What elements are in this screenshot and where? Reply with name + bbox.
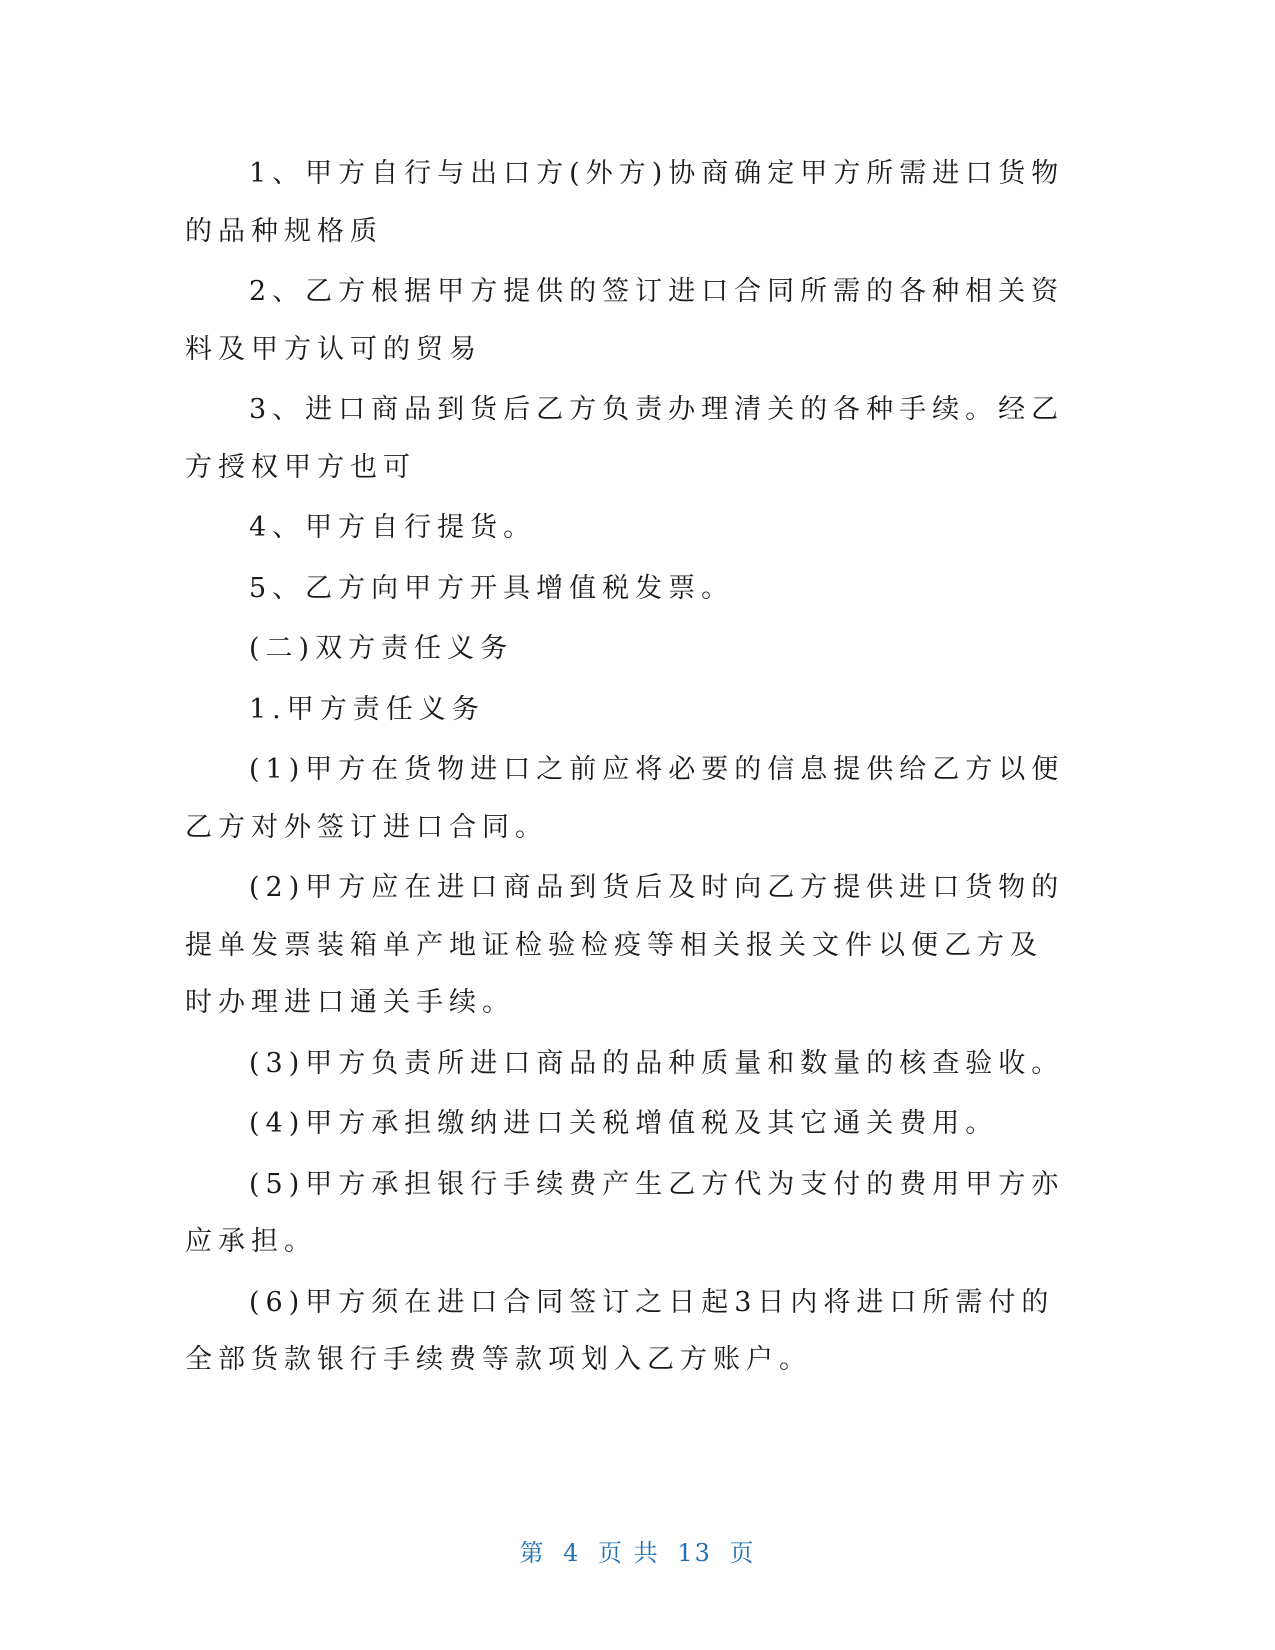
- footer-prefix: 第: [519, 1539, 546, 1567]
- total-pages-number: 13: [677, 1539, 712, 1567]
- duty-item-4: (4)甲方承担缴纳进口关税增值税及其它通关费用。: [249, 1108, 999, 1139]
- paragraph-item-1: 1、甲方自行与出口方(外方)协商确定甲方所需进口货物的品种规格质: [185, 158, 1065, 247]
- duty-item-5: (5)甲方承担银行手续费产生乙方代为支付的费用甲方亦应承担。: [185, 1168, 1065, 1257]
- footer-middle: 页 共: [598, 1539, 660, 1567]
- paragraph-item-4: 4、甲方自行提货。: [249, 512, 537, 543]
- subsection-heading: 1.甲方责任义务: [249, 693, 485, 725]
- footer-suffix: 页: [729, 1539, 756, 1567]
- duty-item-1: (1)甲方在货物进口之前应将必要的信息提供给乙方以便乙方对外签订进口合同。: [185, 754, 1065, 843]
- duty-item-3: (3)甲方负责所进口商品的品种质量和数量的核查验收。: [249, 1047, 1065, 1079]
- section-heading: (二)双方责任义务: [249, 633, 514, 664]
- page-footer: [0, 1533, 1275, 1568]
- duty-item-6: (6)甲方须在进口合同签订之日起3日内将进口所需付的全部货款银行手续费等款项划入乙方账户。: [185, 1286, 1055, 1375]
- duty-item-2: (2)甲方应在进口商品到货后及时向乙方提供进口货物的提单发票装箱单产地证检验检疫等相关报关文件以便乙方及时办理进口通关手续。: [185, 872, 1065, 1018]
- document-body: [185, 145, 1075, 1392]
- current-page-number: 4: [563, 1539, 581, 1567]
- paragraph-item-3: 3、进口商品到货后乙方负责办理清关的各种手续。经乙方授权甲方也可: [185, 394, 1065, 483]
- paragraph-item-2: 2、乙方根据甲方提供的签订进口合同所需的各种相关资料及甲方认可的贸易: [185, 276, 1065, 365]
- paragraph-item-5: 5、乙方向甲方开具增值税发票。: [249, 572, 735, 604]
